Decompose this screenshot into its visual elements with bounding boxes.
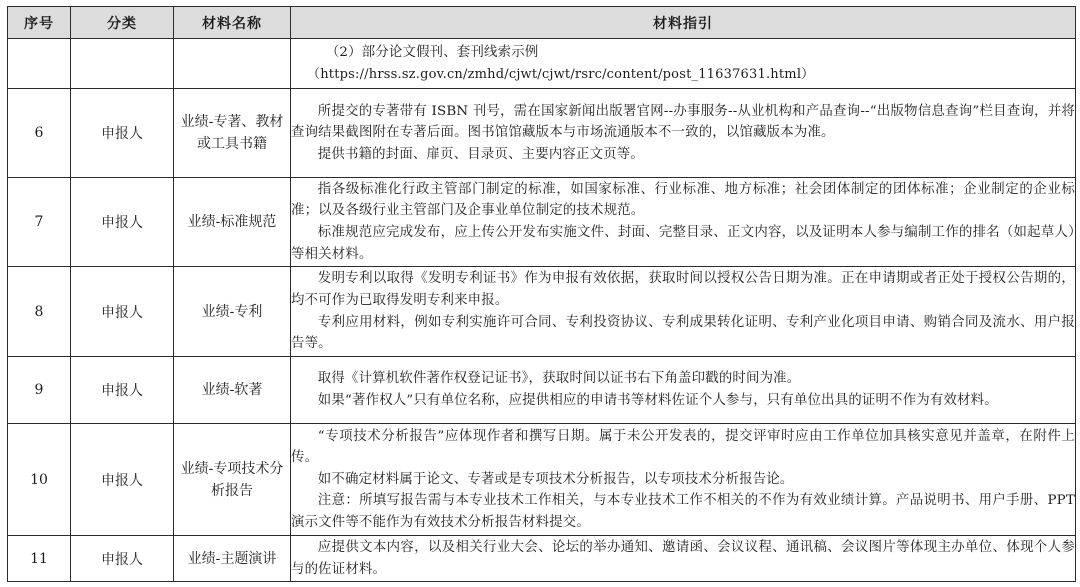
cell-index: 9	[8, 357, 71, 424]
header-index: 序号	[8, 7, 71, 39]
guide-paragraph: 指各级标准化行政主管部门制定的标准，如国家标准、行业标准、地方标准；社会团体制定的团体标准；企业制定的企业标准；以及各级行业主管部门及企事业单位制定的技术规范。	[291, 181, 1075, 219]
table-row	[8, 89, 1076, 178]
header-category: 分类	[71, 7, 174, 39]
cell-material-guide	[291, 267, 1076, 357]
cell-index: 6	[8, 89, 71, 178]
guide-paragraph: 专利应用材料，例如专利实施许可合同、专利投资协议、专利成果转化证明、专利产业化项目申请、购销合同及流水、用户报告等。	[291, 314, 1075, 352]
guide-paragraph: 发明专利以取得《发明专利证书》作为申报有效依据，获取时间以授权公告日期为准。正在申请期或者正处于授权公告期的，均不可作为已取得发明专利来申报。	[291, 271, 1075, 308]
table-row-continuation	[8, 39, 1076, 89]
header-material-guide: 材料指引	[291, 7, 1076, 39]
guide-url-line: （https://hrss.sz.gov.cn/zmhd/cjwt/cjwt/rsrc/content/post_11637631.html）	[307, 66, 815, 82]
cell-material-name: 业绩-专利	[174, 267, 291, 357]
cell-category: 申报人	[71, 89, 174, 178]
guide-paragraph: 应提供文本内容，以及相关行业大会、论坛的举办通知、邀请函、会议议程、通讯稿、会议图片等体现主办单位、体现个人参与的佐证材料。	[291, 539, 1075, 577]
cell-material-guide	[291, 357, 1076, 424]
cell-index: 11	[8, 536, 71, 582]
cell-category-empty	[71, 39, 174, 89]
table-header-row	[8, 7, 1076, 39]
guide-paragraph: 提供书籍的封面、扉页、目录页、主要内容正文页等。	[317, 146, 644, 162]
guide-paragraph: 标准规范应完成发布，应上传公开发布实施文件、封面、完整目录、正文内容，以及证明本人参与编制工作的排名（如起草人）等相关材料。	[291, 225, 1075, 262]
cell-category: 申报人	[71, 424, 174, 536]
cell-material-name: 业绩-标准规范	[174, 178, 291, 267]
table-row	[8, 424, 1076, 536]
guide-paragraph: 注意：所填写报告需与本专业技术工作相关，与本专业技术工作不相关的不作为有效业绩计算。产品说明书、用户手册、PPT 演示文件等不能作为有效技术分析报告材料提交。	[291, 493, 1075, 530]
cell-material-name: 业绩-专著、教材或工具书籍	[174, 89, 291, 178]
cell-material-empty	[174, 39, 291, 89]
cell-guide-continuation	[291, 39, 1076, 89]
header-material-name: 材料名称	[174, 7, 291, 39]
cell-material-guide	[291, 178, 1076, 267]
guide-line: （2）部分论文假刊、套刊线索示例	[325, 44, 539, 60]
cell-category: 申报人	[71, 267, 174, 357]
cell-material-name: 业绩-专项技术分析报告	[174, 424, 291, 536]
cell-index-empty	[8, 39, 71, 89]
guide-paragraph: 如果“著作权人”只有单位名称，应提供相应的申请书等材料佐证个人参与，只有单位出具的证明不作为有效材料。	[317, 393, 998, 408]
guide-paragraph: 取得《计算机软件著作权登记证书》，获取时间以证书右下角盖印戳的时间为准。	[317, 371, 801, 387]
document-page	[7, 6, 1076, 582]
cell-material-guide	[291, 536, 1076, 582]
cell-material-name: 业绩-软著	[174, 357, 291, 424]
guide-paragraph: “专项技术分析报告”应体现作者和撰写日期。属于未公开发表的，提交评审时应由工作单位加具核实意见并盖章，在附件上传。	[291, 428, 1075, 466]
cell-material-guide	[291, 424, 1076, 536]
table-row	[8, 267, 1076, 357]
cell-category: 申报人	[71, 357, 174, 424]
cell-category: 申报人	[71, 178, 174, 267]
guide-paragraph: 所提交的专著带有 ISBN 刊号，需在国家新闻出版署官网--办事服务--从业机构和产品查询--“出版物信息查询”栏目查询，并将查询结果截图附在专著后面。图书馆馆藏版本与市场流通版本不一致的，以馆藏版本为准。	[291, 103, 1075, 141]
table-row	[8, 536, 1076, 582]
cell-material-name: 业绩-主题演讲	[174, 536, 291, 582]
cell-index: 7	[8, 178, 71, 267]
cell-material-guide	[291, 89, 1076, 178]
cell-category: 申报人	[71, 536, 174, 582]
table-row	[8, 357, 1076, 424]
cell-index: 10	[8, 424, 71, 536]
guide-paragraph: 如不确定材料属于论文、专著或是专项技术分析报告，以专项技术分析报告论。	[317, 471, 794, 487]
materials-table	[7, 6, 1076, 582]
table-row	[8, 178, 1076, 267]
cell-index: 8	[8, 267, 71, 357]
